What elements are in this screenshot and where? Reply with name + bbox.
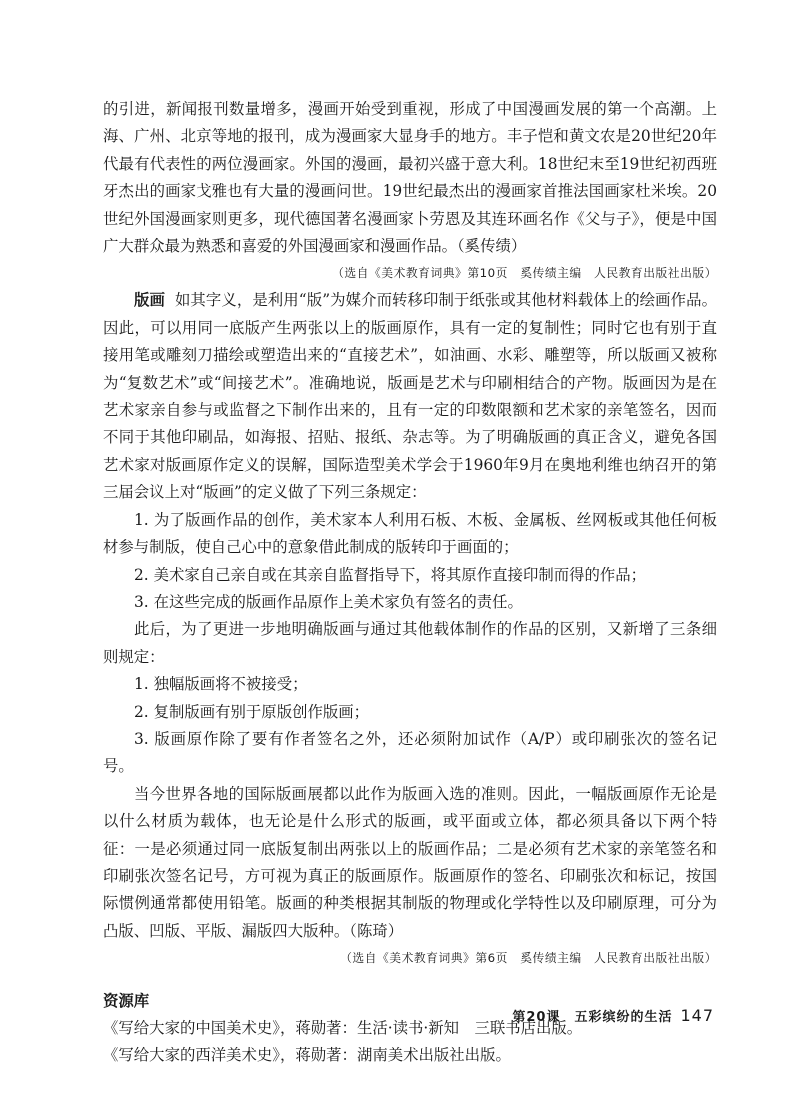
rule-3: 3. 在这些完成的版画作品原作上美术家负有签名的责任。 xyxy=(134,592,523,611)
resource-item: 《写给大家的中国美术史》，蒋勋著：生活·读书·新知 三联书店出版。 xyxy=(103,1019,583,1038)
detail-rule-2: 2. 复制版画有别于原版创作版画； xyxy=(134,702,370,721)
rule-2: 2. 美术家自己亲自或在其亲自监督指导下，将其原作直接印制而得的作品； xyxy=(134,565,647,584)
lesson-title: 第20课 五彩缤纷的生活 xyxy=(512,1010,673,1025)
paragraph-comics: 的引进，新闻报刊数量增多，漫画开始受到重视，形成了中国漫画发展的第一个高潮。上海、广州、北京等地的报刊，成为漫画家大显身手的地方。丰子恺和黄文农是20世纪20年代最有代表性的两位漫画家。外国的漫画，最初兴盛于意大利。18世纪末至19世纪初西班牙杰出的画家戈雅也有大量的漫画问世。19世纪最杰出的漫画家首推法国画家杜米埃。20世纪外国漫画家则更多，现代德国著名漫画家卜劳恩及其连环画名作《父与子》，便是中国广大群众最为熟悉和喜爱的外国漫画家和漫画作品。（奚传绩） xyxy=(103,100,717,256)
detail-rule-3: 3. 版画原作除了要有作者签名之外，还必须附加试作（A/P）或印刷张次的签名记号。 xyxy=(103,729,717,776)
rule-1: 1. 为了版画作品的创作，美术家本人利用石板、木板、金属板、丝网板或其他任何板材参与制版，使自己心中的意象借此制成的版转印于画面的； xyxy=(103,510,717,557)
source-citation-1: （选自《美术教育词典》第10页 奚传绩主编 人民教育出版社出版） xyxy=(332,266,717,281)
resource-item: 《写给大家的西洋美术史》，蒋勋著：湖南美术出版社出版。 xyxy=(103,1046,511,1065)
page-footer xyxy=(512,1006,714,1025)
main-content xyxy=(103,96,717,1069)
paragraph-standards: 当今世界各地的国际版画展都以此作为版画入选的准则。因此，一幅版画原作无论是以什么材质为载体，也无论是什么形式的版画，或平面或立体，都必须具备以下两个特征：一是必须通过同一底版复制出两张以上的版画作品；二是必须有艺术家的亲笔签名和印刷张次签名记号，方可视为真正的版画原作。版画原作的签名、印刷张次和标记，按国际惯例通常都使用铅笔。版画的种类根据其制版的物理或化学特性以及印刷原理，可分为凸版、凹版、平版、漏版四大版种。（陈琦） xyxy=(103,784,717,940)
resource-title: 资源库 xyxy=(103,992,150,1011)
paragraph-additional-rules: 此后，为了更进一步地明确版画与通过其他载体制作的作品的区别，又新增了三条细则规定： xyxy=(103,620,717,666)
term-heading: 版画 xyxy=(134,291,165,310)
page-number: 147 xyxy=(680,1006,714,1025)
source-citation-2: （选自《美术教育词典》第6页 奚传绩主编 人民教育出版社出版） xyxy=(340,951,717,966)
paragraph-printmaking xyxy=(103,287,717,506)
paragraph-printmaking-text: 如其字义，是利用“版”为媒介而转移印制于纸张或其他材料载体上的绘画作品。因此，可以用同一底版产生两张以上的版画原作，具有一定的复制性；同时它也有别于直接用笔或雕刻刀描绘或塑造出来的“直接艺术”，如油画、水彩、雕塑等，所以版画又被称为“复数艺术”或“间接艺术”。准确地说，版画是艺术与印刷相结合的产物。版画因为是在艺术家亲自参与或监督之下制作出来的，且有一定的印数限额和艺术家的亲笔签名，因而不同于其他印刷品，如海报、招贴、报纸、杂志等。为了明确版画的真正含义，避免各国艺术家对版画原作定义的误解，国际造型美术学会于1960年9月在奥地利维也纳召开的第三届会议上对“版画”的定义做了下列三条规定： xyxy=(103,291,717,502)
detail-rule-1: 1. 独幅版画将不被接受； xyxy=(134,675,308,694)
